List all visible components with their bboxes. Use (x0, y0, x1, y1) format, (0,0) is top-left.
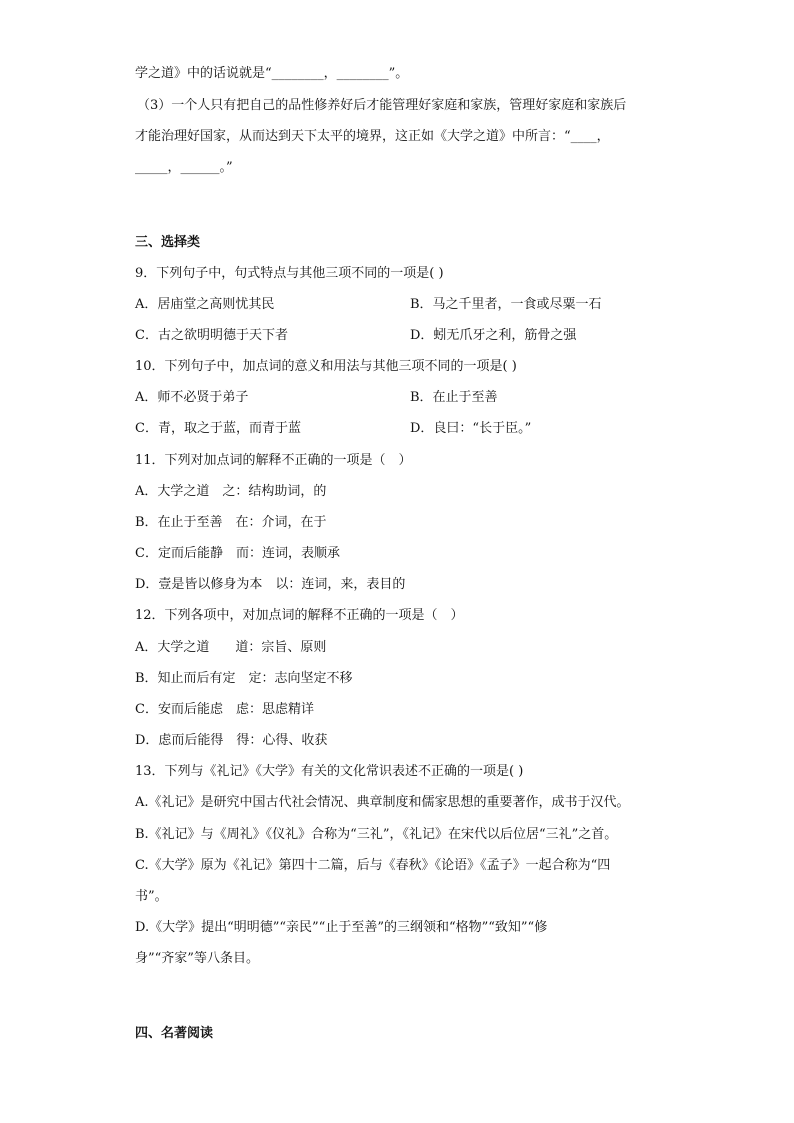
fill-line-a: 学之道》中的话说就是“________，________”。 (135, 66, 409, 81)
q12-option-a: A．大学之道 道：宗旨、原则 (135, 640, 327, 655)
q11-stem: 11．下列对加点词的解释不正确的一项是（ ） (135, 453, 412, 468)
q13-option-b: B.《礼记》与《周礼》《仪礼》合称为“三礼”，《礼记》在宋代以后位居“三礼”之首。 (135, 827, 618, 842)
fill-item-3-line-1: （3）一个人只有把自己的品性修养好后才能管理好家庭和家族，管理好家庭和家族后 (137, 98, 627, 113)
q13-option-c-line-1: C.《大学》原为《礼记》第四十二篇，后与《春秋》《论语》《孟子》一起合称为“四 (135, 858, 611, 873)
q11-option-b: B．在止于至善 在：介词，在于 (135, 515, 327, 530)
q9-option-a: A．居庙堂之高则忧其民 (135, 297, 275, 312)
q13-stem: 13．下列与《礼记》《大学》有关的文化常识表述不正确的一项是( ) (135, 764, 524, 779)
q10-option-c: C．青，取之于蓝，而青于蓝 (135, 421, 301, 436)
q12-stem: 12．下列各项中，对加点词的解释不正确的一项是（ ） (135, 608, 464, 623)
q10-option-a: A．师不必贤于弟子 (135, 390, 249, 405)
q12-option-b: B．知止而后有定 定：志向坚定不移 (135, 671, 353, 686)
q10-option-d: D．良曰：“长于臣。” (410, 421, 532, 436)
section-title-choice: 三、选择类 (135, 235, 201, 250)
q13-option-a: A.《礼记》是研究中国古代社会情况、典章制度和儒家思想的重要著作，成书于汉代。 (135, 795, 630, 810)
q10-stem: 10．下列句子中，加点词的意义和用法与其他三项不同的一项是( ) (135, 359, 517, 374)
fill-item-3-line-3: _____，______。” (135, 160, 233, 175)
q9-option-d: D．蚓无爪牙之利，筋骨之强 (410, 328, 577, 343)
q12-option-c: C．安而后能虑 虑：思虑精详 (135, 702, 314, 717)
q10-option-b: B．在止于至善 (410, 390, 498, 405)
q13-option-d-line-2: 身”“齐家”等八条目。 (135, 951, 259, 966)
q11-option-a: A．大学之道 之：结构助词，的 (135, 484, 327, 499)
q11-option-d: D．壹是皆以修身为本 以：连词，来，表目的 (135, 577, 406, 592)
q12-option-d: D．虑而后能得 得：心得、收获 (135, 733, 328, 748)
q9-option-c: C．古之欲明明德于天下者 (135, 328, 288, 343)
q13-option-d-line-1: D.《大学》提出“明明德”“亲民”“止于至善”的三纲领和“格物”“致知”“修 (135, 920, 548, 935)
q13-option-c-line-2: 书”。 (135, 889, 168, 904)
q9-stem: 9．下列句子中，句式特点与其他三项不同的一项是( ) (135, 266, 444, 281)
q11-option-c: C．定而后能静 而：连词，表顺承 (135, 546, 340, 561)
fill-item-3-line-2: 才能治理好国家，从而达到天下太平的境界，这正如《大学之道》中所言：“____， (135, 129, 610, 144)
section-title-classics-reading: 四、名著阅读 (135, 1026, 214, 1041)
q9-option-b: B．马之千里者，一食或尽粟一石 (410, 297, 602, 312)
